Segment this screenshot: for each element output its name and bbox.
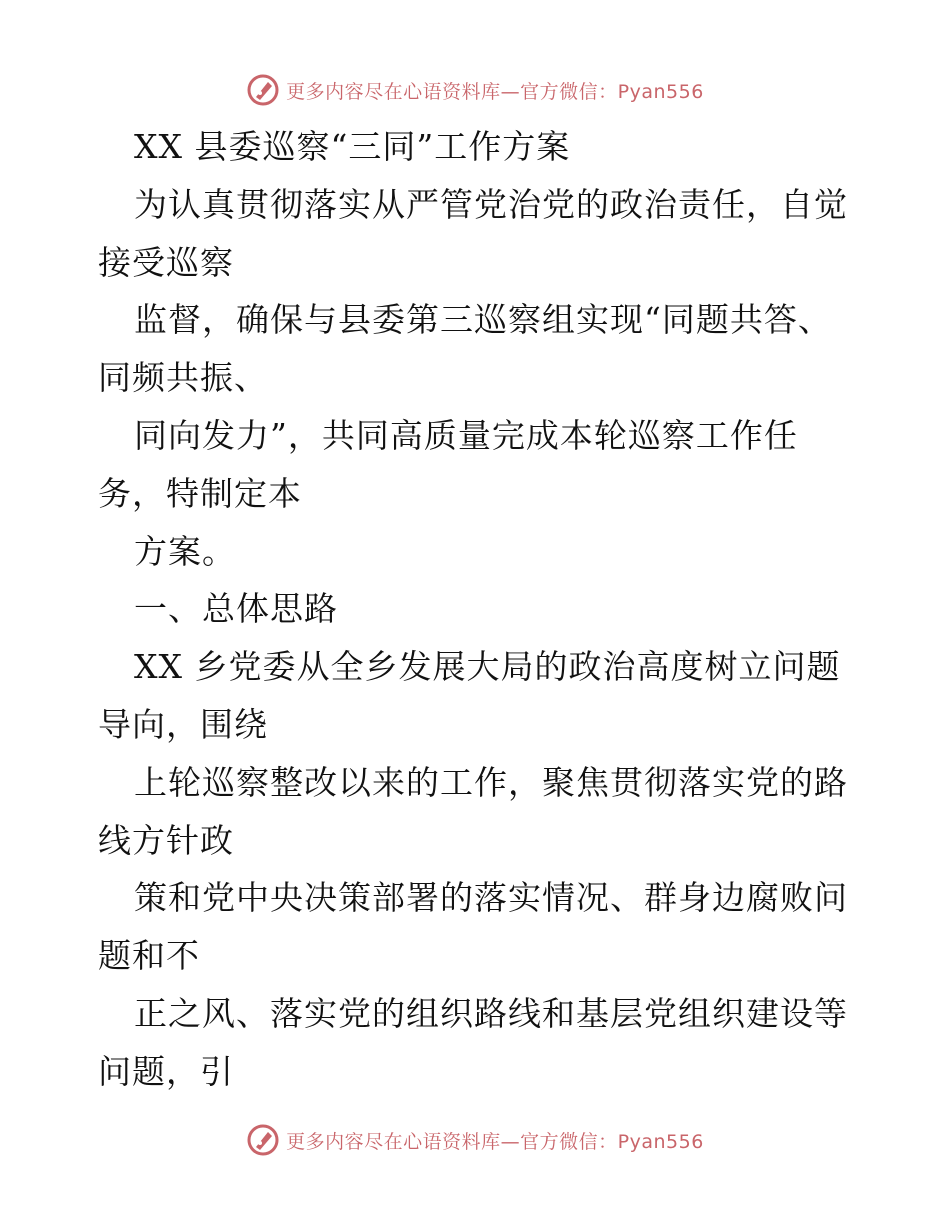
text-line: 监督，确保与县委第三巡察组实现“同题共答、 xyxy=(134,300,832,340)
watermark-text: 更多内容尽在心语资料库—官方微信：Pyan556 xyxy=(286,80,704,103)
footer-watermark xyxy=(0,1120,950,1160)
watermark-text: 更多内容尽在心语资料库—官方微信：Pyan556 xyxy=(286,1130,704,1153)
pen-nib-circle-icon xyxy=(246,73,280,107)
text-line: 务，特制定本 xyxy=(98,473,302,513)
text-line: XX 乡党委从全乡发展大局的政治高度树立问题 xyxy=(134,647,841,687)
text-line: 为认真贯彻落实从严管党治党的政治责任，自觉 xyxy=(134,184,848,224)
text-line: 同频共振、 xyxy=(98,358,268,398)
text-line: 导向，围绕 xyxy=(98,704,268,744)
text-line: 一、总体思路 xyxy=(134,589,338,629)
text-line: XX 县委巡察“三同”工作方案 xyxy=(134,127,571,166)
text-line: 方案。 xyxy=(134,531,236,571)
text-line: 问题，引 xyxy=(98,1051,234,1091)
text-line: 正之风、落实党的组织路线和基层党组织建设等 xyxy=(134,993,848,1033)
text-line: 题和不 xyxy=(98,936,200,976)
header-watermark xyxy=(0,70,950,110)
document-body xyxy=(98,118,858,1101)
pen-nib-circle-icon xyxy=(246,1123,280,1157)
text-line: 线方针政 xyxy=(98,820,234,860)
text-line: 同向发力”，共同高质量完成本轮巡察工作任 xyxy=(134,415,798,455)
text-line: 上轮巡察整改以来的工作，聚焦贯彻落实党的路 xyxy=(134,762,848,802)
text-line: 接受巡察 xyxy=(98,242,234,282)
text-line: 策和党中央决策部署的落实情况、群身边腐败问 xyxy=(134,878,848,918)
